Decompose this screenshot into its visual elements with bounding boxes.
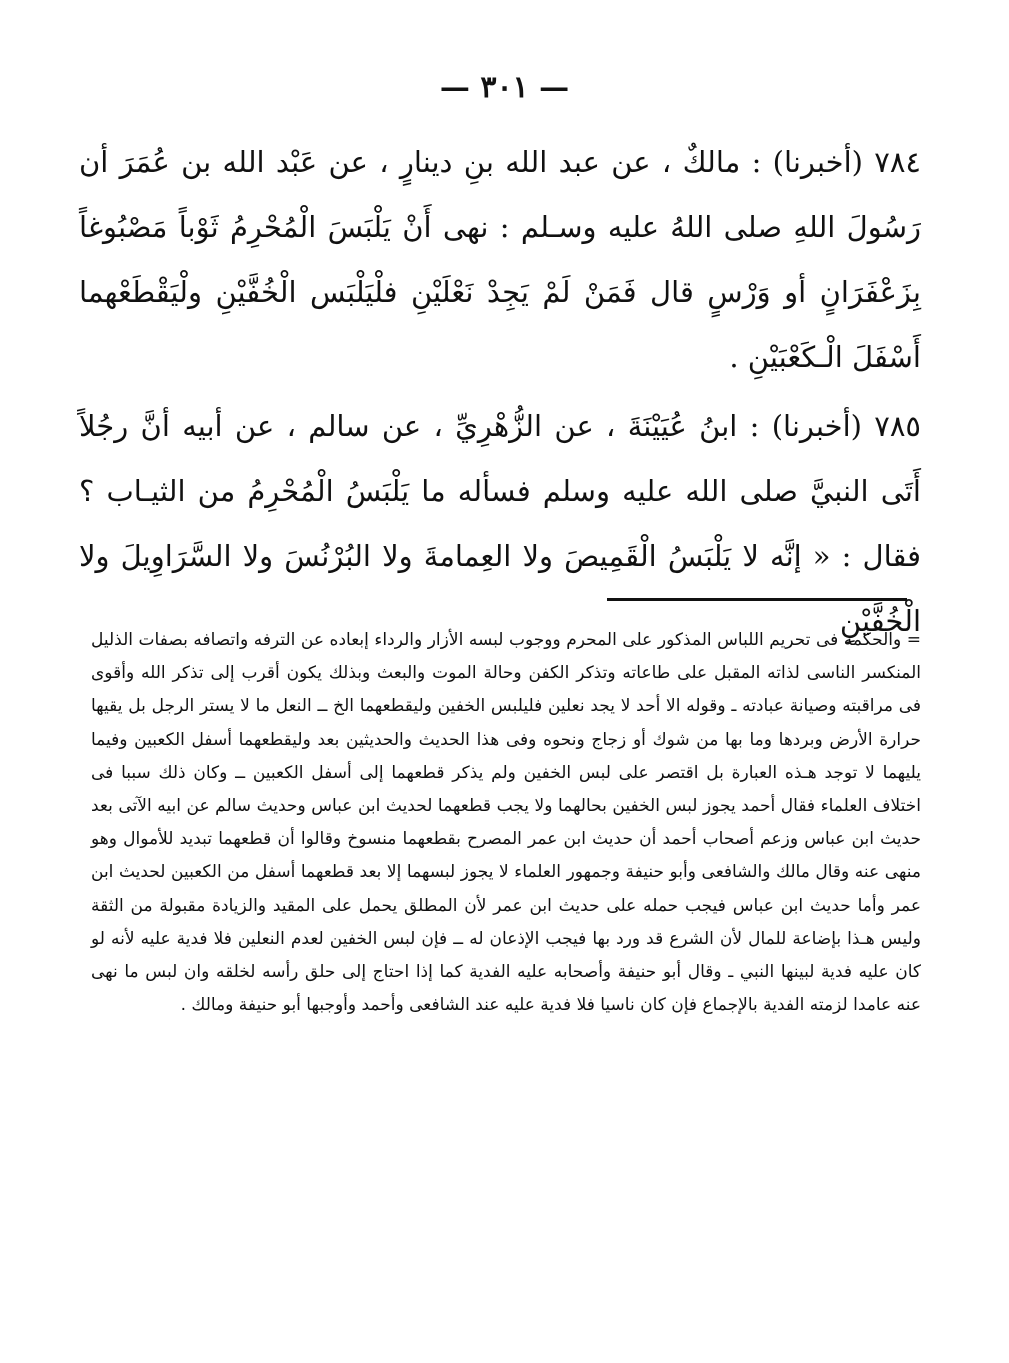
hadith-784: ٧٨٤ (أخبرنا) : مالكٌ ، عن عبد الله بنِ دينارٍ ، عن عَبْد الله بن عُمَرَ أن رَسُولَ اللهِ صلى اللهُ عليه وسـلم : نهى أَنْ يَلْبَسَ الْمُحْرِمُ ثَوْباً مَصْبُوغاً بِزَعْفَرَانٍ أو وَرْسٍ قال فَمَنْ لَمْ يَجِدْ نَعْلَيْنِ فلْيَلْبَس الْخُفَّيْنِ ولْيَقْطَعْهما أَسْفَلَ الْـكَعْبَيْنِ . bbox=[79, 145, 921, 374]
hadith-785: ٧٨٥ (أخبرنا) : ابنُ عُيَيْنَةَ ، عن الزُّهْرِيِّ ، عن سالم ، عن أبيه أنَّ رجُلاً أَتَى النبيَّ صلى الله عليه وسلم فسأله ما يَلْبَسُ الْمُحْرِمُ من الثيـاب ؟ فقال : « إنَّه لا يَلْبَسُ الْقَمِيصَ ولا العِمامةَ ولا البُرْنُسَ ولا السَّرَاوِيلَ ولا الْخُفَّيْنِ bbox=[79, 409, 921, 638]
page-number: — ٣٠١ — bbox=[439, 70, 570, 105]
footnote-text: = والحكمة فى تحريم اللباس المذكور على المحرم ووجوب لبسه الأزار والرداء إبعاده عن الترفه واتصافه بصفات الذليل المنكسر الناسى لذاته المقبل على طاعاته وتذكر الكفن وحالة الموت والبعث وبذلك يكون أقرب إلى تذكر الله وأقوى فى مراقبته وصيانة عبادته ـ وقوله الا أحد لا يجد نعلين فليلبس الخفين وليقطعهما الخ ــ النعل ما لا يستر الرجل بل يقيها حرارة الأرض وبردها وما بها من شوك أو زجاج ونحوه وفى هذا الحديث والحديثين بعد وليقطعهما أسفل الكعبين وفيما يليهما لا توجد هـذه العبارة بل اقتصر على لبس الخفين ولم يذكر قطعهما إلى أسفل الكعبين ــ وكان ذلك سببا فى اختلاف العلماء فقال أحمد يجوز لبس الخفين بحالهما ولا يجب قطعهما لحديث ابن عباس وحديث سالم عن ابيه الآتى بعد حديث ابن عباس وزعم أصحاب أحمد أن حديث ابن عمر المصرح بقطعهما منسوخ وقالوا أن قطعهما تبديد للأموال وهو منهى عنه وقال مالك والشافعى وأبو حنيفة وجمهور العلماء لا يجوز لبسهما إلا بعد قطعهما أسفل من الكعبين لحديث ابن عمر وأما حديث ابن عباس فيجب حمله على حديث ابن عمر لأن المطلق يحمل على المقيد والزيادة مقبولة من الثقة وليس هـذا بإضاعة للمال لأن الشرع قد ورد بها فيجب الإذعان له ــ فإن لبس الخفين لعدم النعلين فلا فدية عليه لأنه لو كان عليه فدية لبينها النبي ـ وقال أبو حنيفة وأصحابه عليه الفدية كما إذا احتاج إلى حلق رأسه لخلقه وان لبس ما نهى عنه عامدا لزمته الفدية بالإجماع فإن كان ناسيا فلا فدية عليه عند الشافعى وأحمد وأوجبها أبو حنيفة ومالك . bbox=[91, 630, 921, 1016]
footnote-divider bbox=[607, 598, 907, 601]
main-text bbox=[79, 130, 921, 658]
footnote bbox=[91, 624, 921, 1022]
